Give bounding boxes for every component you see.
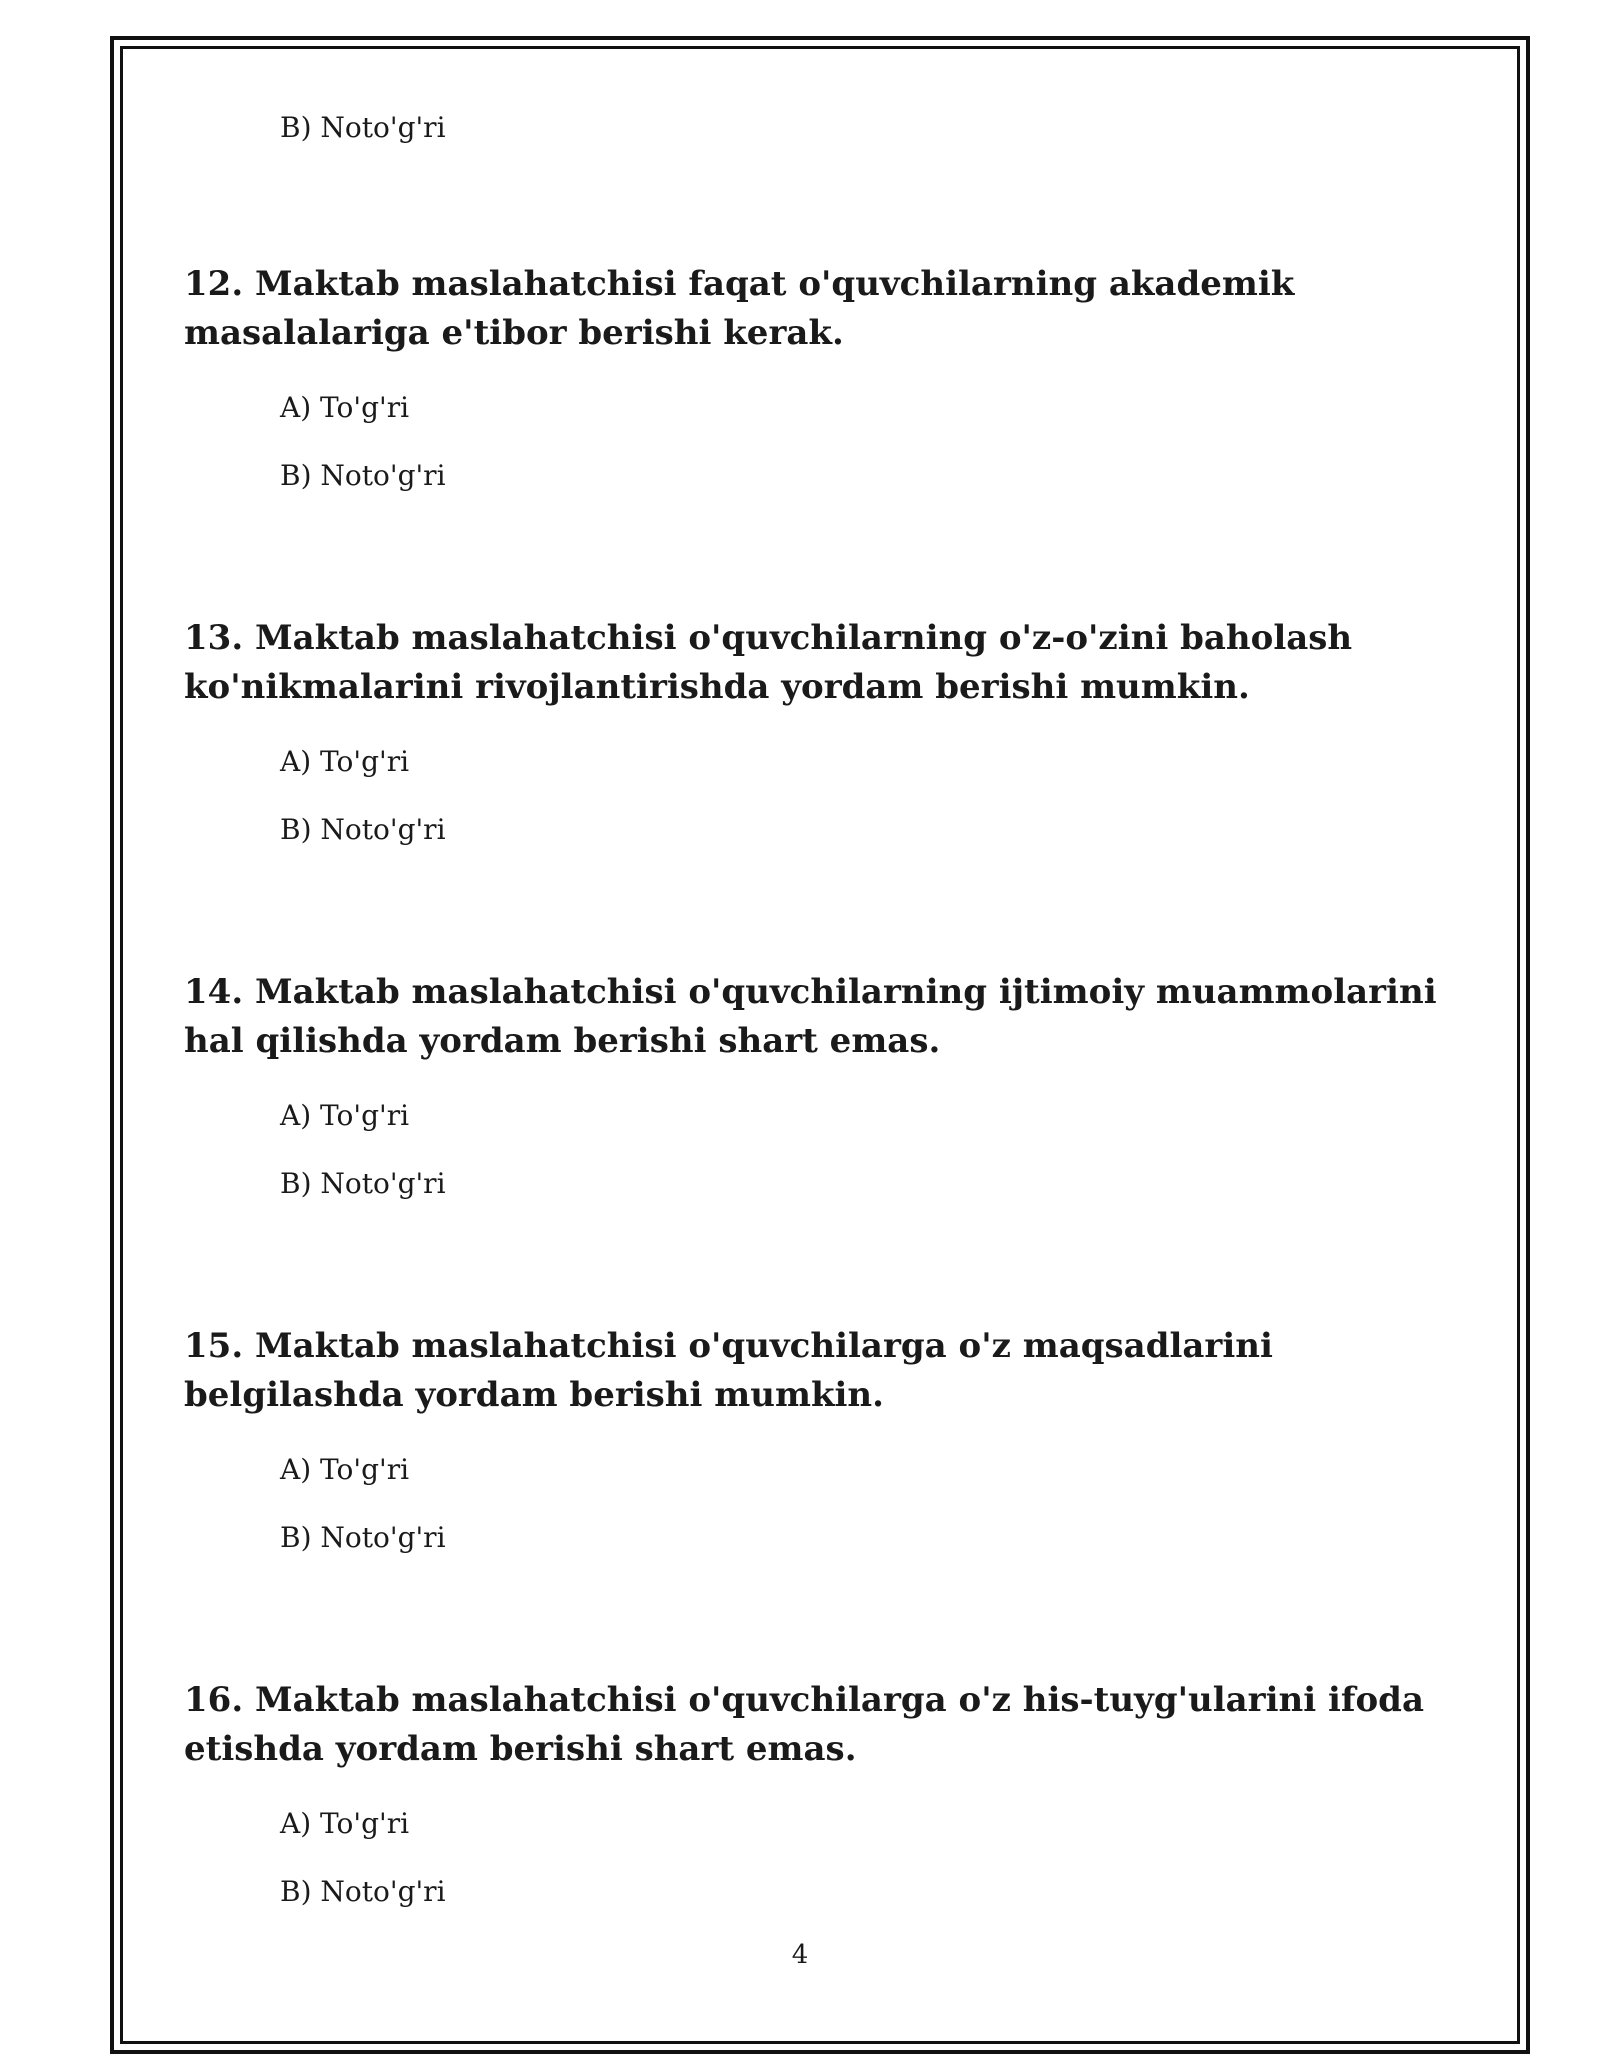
- option-b: B) Noto'g'ri: [280, 1875, 446, 1908]
- document-content: [184, 100, 1464, 1926]
- option-b-q11: B) Noto'g'ri: [280, 111, 446, 144]
- question-15: [184, 1322, 1464, 1572]
- question-16: [184, 1676, 1464, 1926]
- option-b: B) Noto'g'ri: [280, 459, 446, 492]
- question-text: 13. Maktab maslahatchisi o'quvchilarning o'z-o'zini baholash ko'nikmalarini rivojlantirishda yordam berishi mumkin.: [184, 618, 1353, 707]
- question-14: [184, 968, 1464, 1218]
- question-text: 15. Maktab maslahatchisi o'quvchilarga o'z maqsadlarini belgilashda yordam berishi mumkin.: [184, 1326, 1273, 1415]
- question-text: 14. Maktab maslahatchisi o'quvchilarning ijtimoiy muammolarini hal qilishda yordam berishi shart emas.: [184, 972, 1437, 1061]
- option-b: B) Noto'g'ri: [280, 1521, 446, 1554]
- option-a: A) To'g'ri: [280, 391, 410, 424]
- option-b: B) Noto'g'ri: [280, 1167, 446, 1200]
- question-text: 12. Maktab maslahatchisi faqat o'quvchilarning akademik masalalariga e'tibor berishi kerak.: [184, 264, 1295, 353]
- question-13: [184, 614, 1464, 864]
- question-text: 16. Maktab maslahatchisi o'quvchilarga o'z his-tuyg'ularini ifoda etishda yordam berishi shart emas.: [184, 1680, 1424, 1769]
- option-a: A) To'g'ri: [280, 1807, 410, 1840]
- option-a: A) To'g'ri: [280, 745, 410, 778]
- option-b: B) Noto'g'ri: [280, 813, 446, 846]
- page-number: 4: [791, 1940, 809, 1970]
- question-12: [184, 260, 1464, 510]
- option-a: A) To'g'ri: [280, 1099, 410, 1132]
- option-a: A) To'g'ri: [280, 1453, 410, 1486]
